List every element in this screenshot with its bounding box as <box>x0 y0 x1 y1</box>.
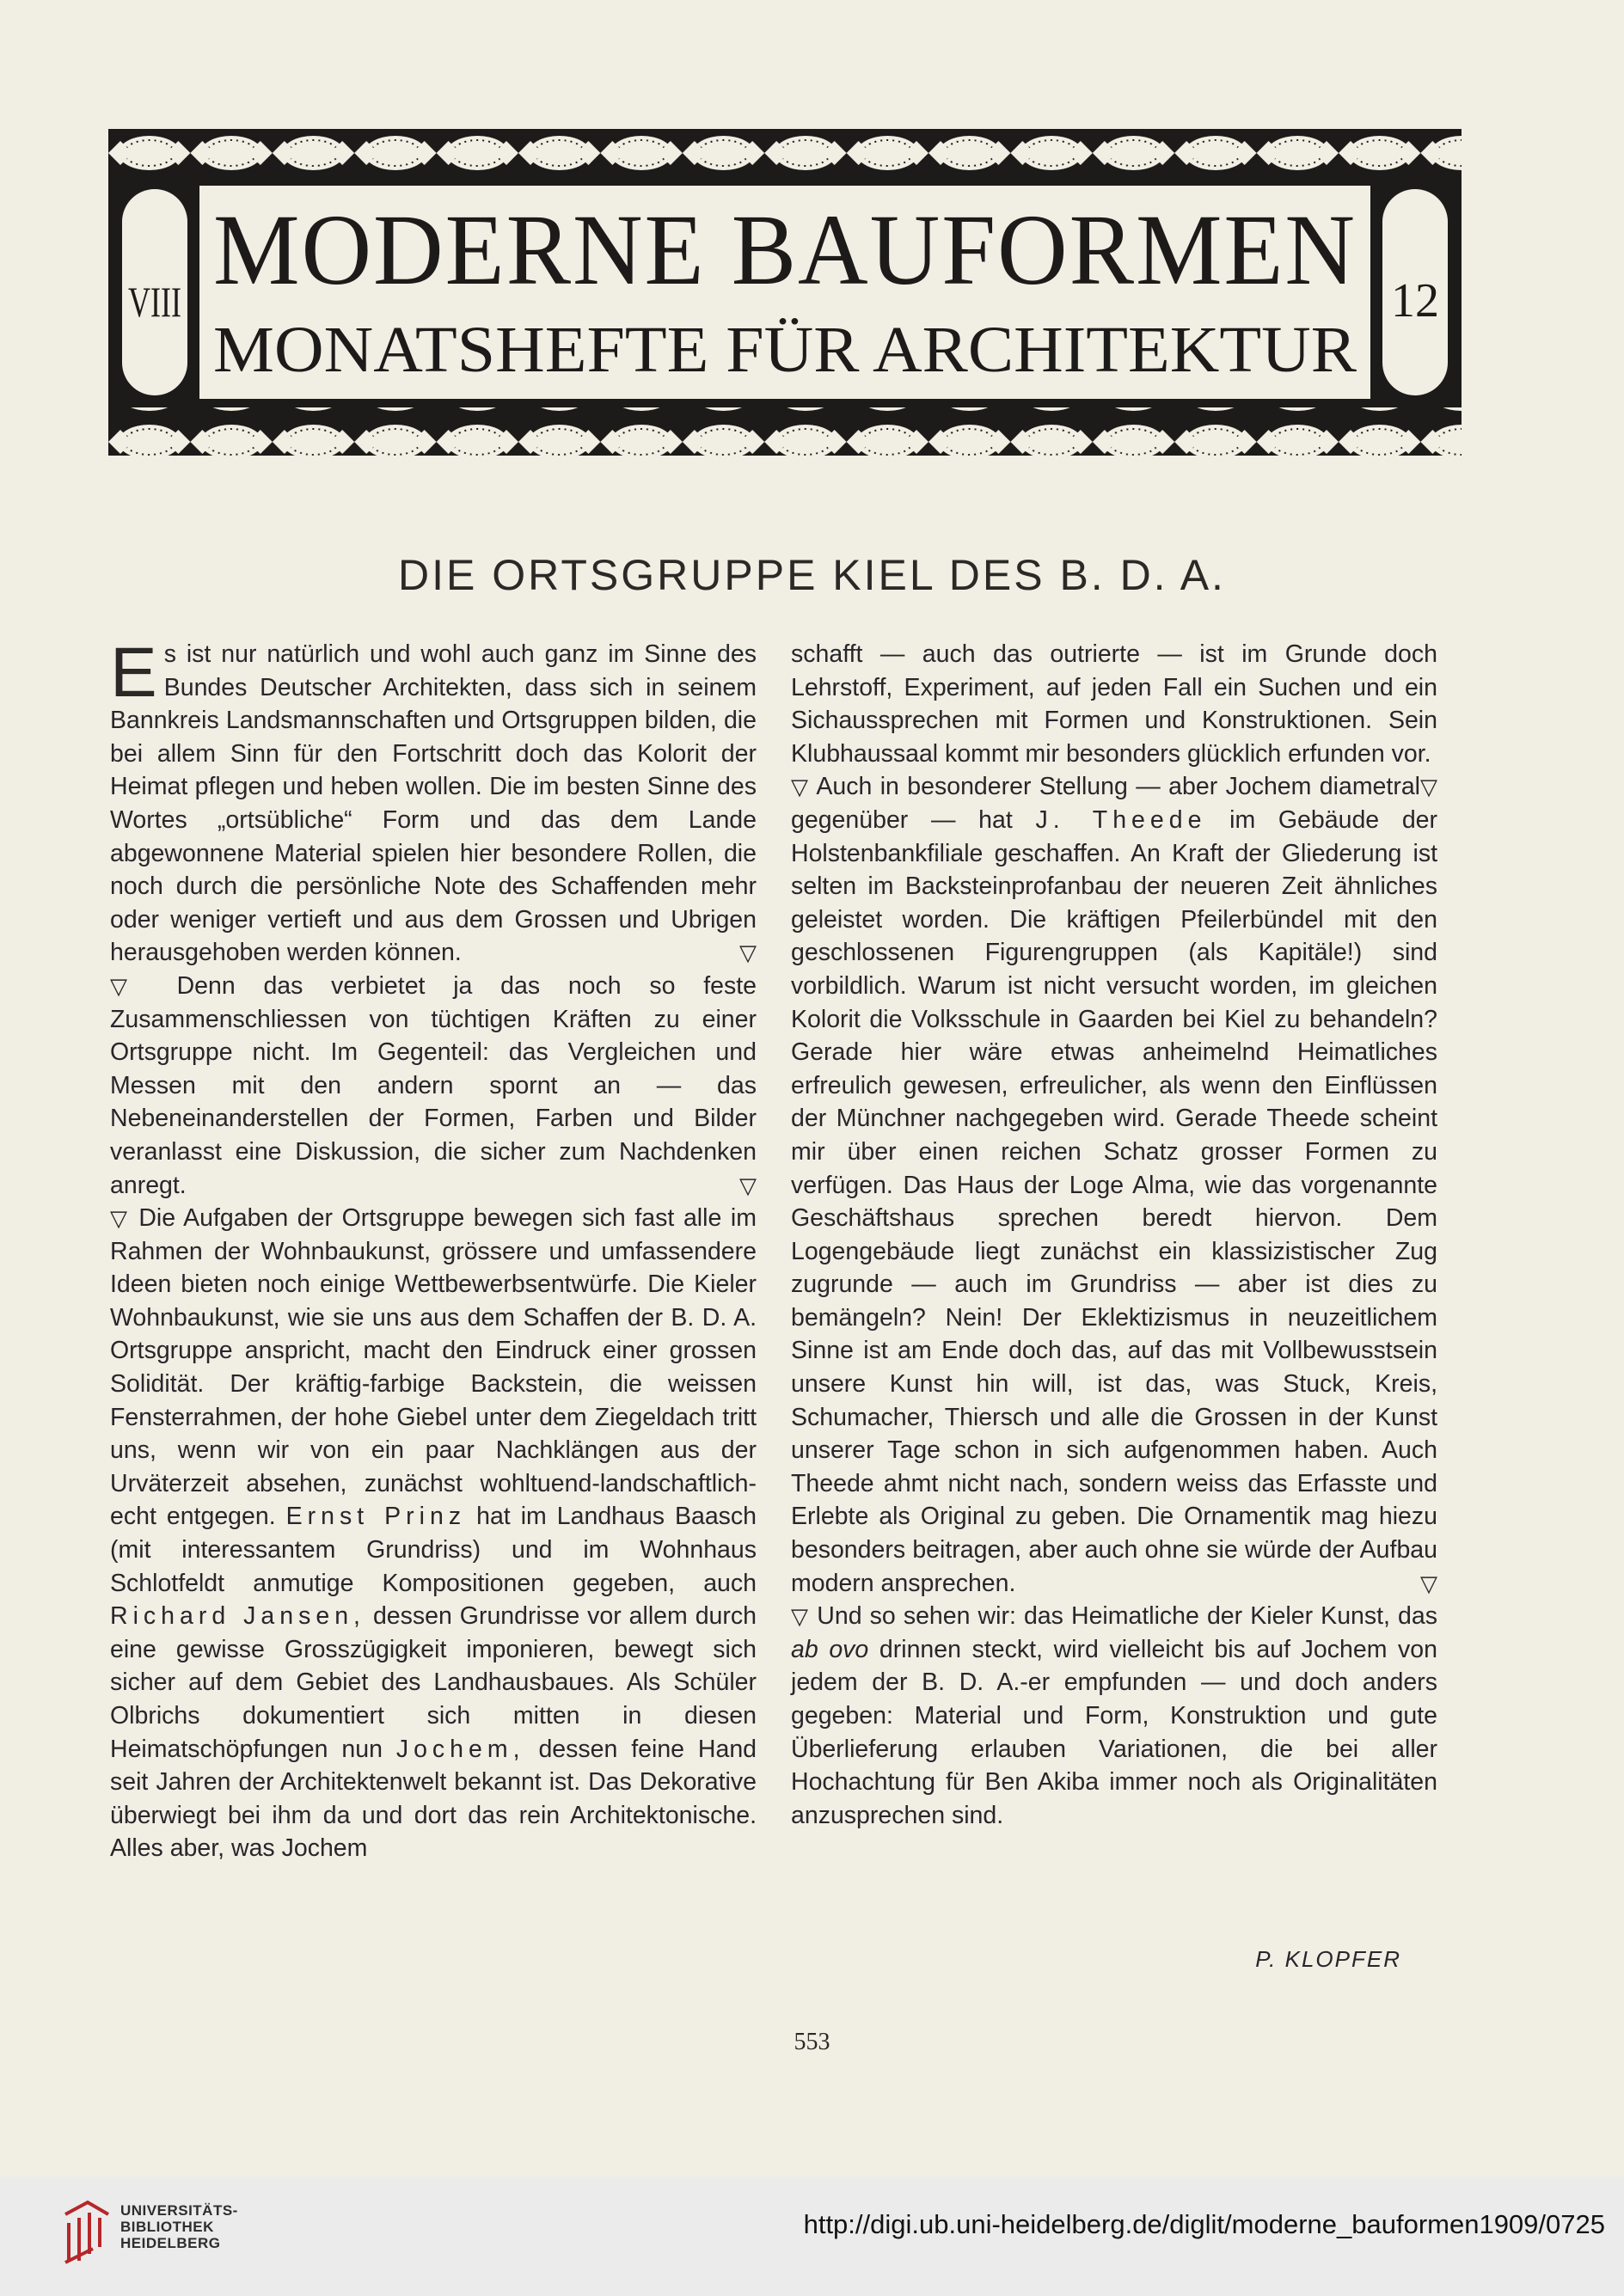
article-title: DIE ORTSGRUPPE KIEL DES B. D. A. <box>398 551 1226 599</box>
paragraph-end-marker-icon: ▽ <box>739 940 757 966</box>
architect-name: Jochem, <box>395 1735 525 1763</box>
paragraph-marker-icon: ▽ <box>110 972 149 999</box>
page-number: 553 <box>794 2029 830 2055</box>
paragraph-marker-icon: ▽ <box>791 1603 810 1630</box>
ornament-band-bottom <box>108 407 1462 456</box>
paragraph: ▽ Auch in besonderer Stellung — aber Jochem diametral gegenüber — hat J. Theede im Gebäude der Holstenbankfiliale geschaffen. An Kraft der Gliederung ist selten im Backsteinprofanbau der neueren Zeit ähnliches geleistet worden. Die kräftigen Pfeilerbündel mit den geschlossenen Figurengruppen (als Kapitäle!) sind vorbildlich. Warum ist nicht versucht worden, im gleichen Kolorit die Volksschule in Gaarden bei Kiel zu behandeln? Gerade hier wäre etwas anheimelnd Heimatliches erfreulich gewesen, erfreulicher, als wenn den Einflüssen der Münchner nachgegeben wird. Gerade Theede scheint mir über einen reichen Schatz grosser Formen zu verfügen. Das Haus der Loge Alma, wie das vorgenannte Geschäftshaus sprechen beredt hiervon. Dem Logengebäude liegt zunächst ein klassizistischer Zug zugrunde — auch im Grundriss — aber ist dies zu bemängeln? Nein! Der Eklektizismus in neuzeitlichem Sinne ist am Ende doch das, auf das mit Vollbewusstsein unsere Kunst hin will, ist das, was Stuck, Kreis, Schumacher, Thiersch und alle die Grossen in der Kunst unserer Tage schon in sich aufgenommen haben. Auch Theede ahmt nicht nach, sondern weiss das Erfasste und Erlebte als Original zu geben. Die Ornamentik mag hiezu besonders beitragen, aber auch ohne sie würde der Aufbau modern ansprechen. ▽ <box>791 770 1437 1600</box>
text-column-left <box>110 634 757 1865</box>
paragraph-end-marker-icon: ▽ <box>1420 1570 1437 1596</box>
masthead-title: MODERNE BAUFORMEN <box>213 193 1357 306</box>
text-column-right <box>791 638 1437 1832</box>
architect-name: Richard Jansen, <box>110 1602 365 1631</box>
author-signature: P. KLOPFER <box>1255 1946 1401 1972</box>
source-url[interactable]: http://digi.ub.uni-heidelberg.de/diglit/moderne_bauformen1909/0725 <box>803 2209 1605 2239</box>
paragraph: Es ist nur natürlich und wohl auch ganz im Sinne des Bundes Deutscher Architekten, dass sich in seinem Bannkreis Landsmannschaften und Ortsgruppen bilden, die bei allem Sinn für den Fortschritt doch das Kolorit der Heimat pflegen und heben wollen. Die im besten Sinne des Wortes „ortsübliche“ Form und das dem Lande abgewonnene Material spielen hier besondere Rollen, die noch durch die persönliche Note des Schaffenden mehr oder weniger vertieft und aus dem Grossen und Ubrigen herausgehoben werden können. ▽ <box>110 638 757 970</box>
architect-name: Ernst Prinz <box>285 1503 467 1531</box>
ornament-band-top <box>108 129 1462 177</box>
paragraph-end-marker-icon: ▽ <box>1420 774 1437 800</box>
paragraph: ▽ Die Aufgaben der Ortsgruppe bewegen sich fast alle im Rahmen der Wohnbaukunst, grössere und umfassendere Ideen bieten noch einige Wettbewerbsentwürfe. Die Kieler Wohnbaukunst, wie sie uns aus dem Schaffen der B. D. A. Ortsgruppe anspricht, macht den Eindruck einer grossen Solidität. Der kräftig-farbige Backstein, die weissen Fensterrahmen, der hohe Giebel unter dem Ziegeldach tritt uns, wenn wir von ein paar Nachklängen aus der Urväterzeit absehen, zunächst wohltuend-landschaftlich-echt entgegen. Ernst Prinz hat im Landhaus Baasch (mit interessantem Grundriss) und im Wohnhaus Schlotfeldt anmutige Kompositionen gegeben, auch Richard Jansen, dessen Grundrisse vor allem durch eine gewisse Grosszügigkeit imponieren, bewegt sich sicher auf dem Gebiet des Landhausbaues. Als Schüler Olbrichs dokumentiert sich mitten in diesen Heimatschöpfungen nun Jochem, dessen feine Hand seit Jahren der Architektenwelt bekannt ist. Das Dekorative überwiegt bei ihm da und dort das rein Architektonische. Alles aber, was Jochem <box>110 1204 757 1863</box>
paragraph: ▽ Und so sehen wir: das Heimatliche der Kieler Kunst, das ab ovo drinnen steckt, wird vielleicht bis auf Jochem von jedem der B. D. A.-er empfunden — und doch anders gegeben: Material und Form, Konstruktion und gute Überlieferung erlauben Variationen, die bei aller Hochachtung für Ben Akiba immer noch als Originalitäten anzusprechen sind. <box>791 1602 1438 1829</box>
architect-name: J. Theede <box>1035 805 1207 834</box>
library-logo-icon[interactable] <box>58 2197 112 2264</box>
masthead <box>108 129 1462 456</box>
volume-number: VIII <box>128 278 181 326</box>
paragraph-end-marker-icon: ▽ <box>739 1172 757 1198</box>
issue-number: 12 <box>1391 274 1439 328</box>
paragraph-marker-icon: ▽ <box>791 774 810 800</box>
masthead-subtitle: MONATSHEFTE FÜR ARCHITEKTUR <box>213 314 1357 386</box>
library-name[interactable]: UNIVERSITÄTS- BIBLIOTHEK HEIDELBERG <box>120 2202 238 2251</box>
paragraph: ▽ Denn das verbietet ja das noch so feste Zusammenschliessen von tüchtigen Kräften zu einer Ortsgruppe nicht. Im Gegenteil: das Vergleichen und Messen mit den andern spornt an — das Nebeneinanderstellen der Formen, Farben und Bilder veranlasst eine Diskussion, die sicher zum Nachdenken anregt. ▽ <box>110 970 757 1202</box>
drop-cap: E <box>110 634 157 712</box>
paragraph: schafft — auch das outrierte — ist im Grunde doch Lehrstoff, Experiment, auf jeden Fall ein Suchen und ein Sichaussprechen mit Formen und Konstruktionen. Sein Klubhaussaal kommt mir besonders glücklich erfunden vor. ▽ <box>791 638 1437 770</box>
footer-bar <box>0 2177 1624 2296</box>
italic-phrase: ab ovo <box>791 1635 869 1663</box>
paragraph-marker-icon: ▽ <box>110 1205 130 1232</box>
